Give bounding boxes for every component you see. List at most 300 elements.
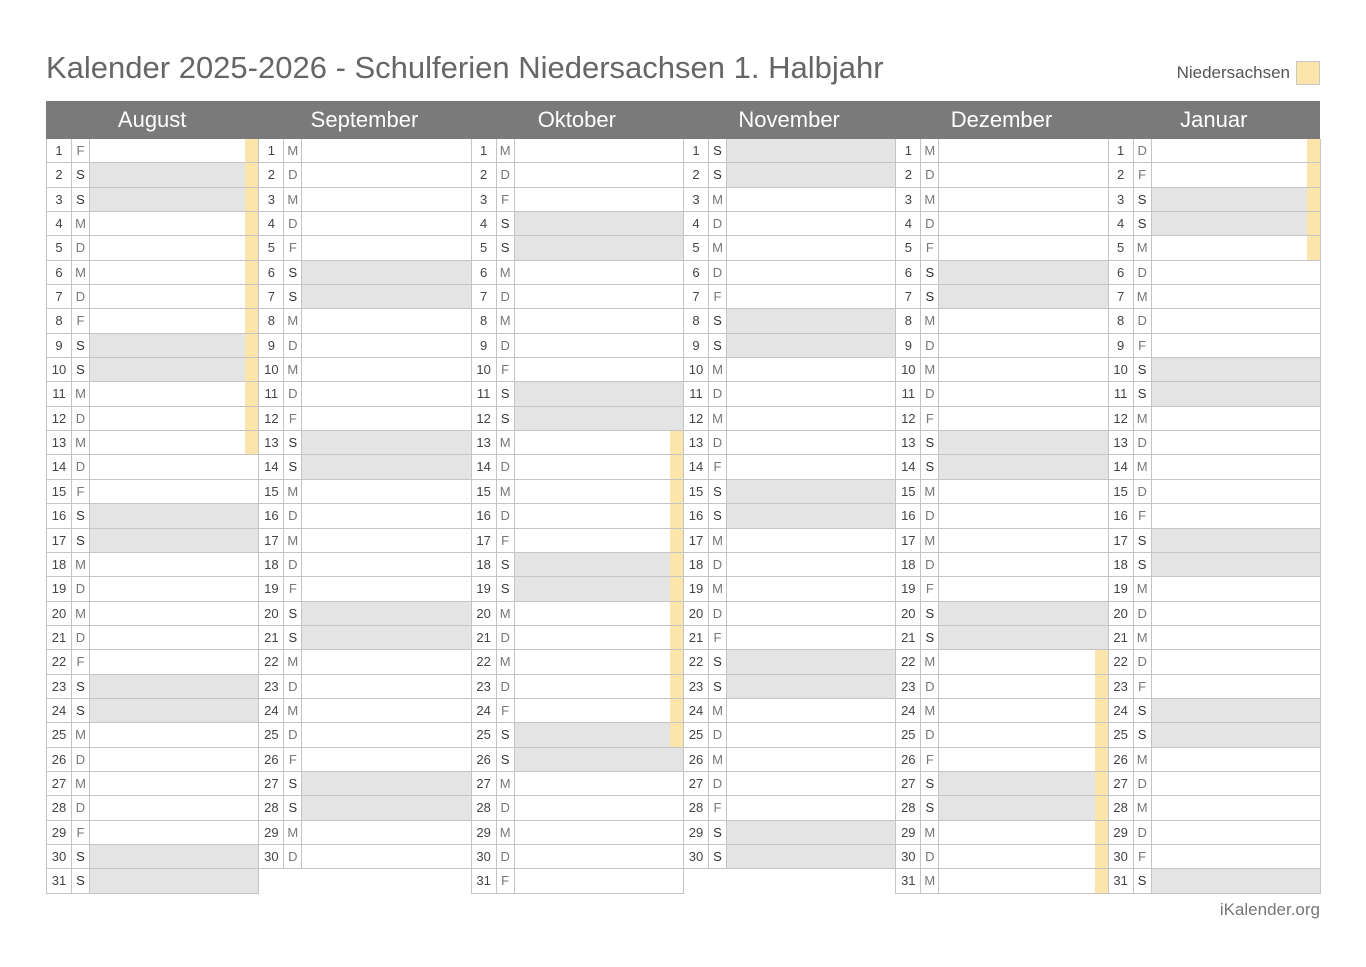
day-note-cell <box>90 261 258 284</box>
day-row <box>258 431 471 455</box>
weekday-letter: D <box>497 626 515 649</box>
day-row <box>895 407 1108 431</box>
day-note-cell <box>515 188 683 211</box>
day-note-cell <box>727 358 895 381</box>
day-row <box>471 845 684 869</box>
day-note-cell <box>939 675 1107 698</box>
day-number: 22 <box>259 650 284 673</box>
day-row <box>683 188 896 212</box>
weekday-letter: D <box>921 504 939 527</box>
weekday-letter: D <box>284 723 302 746</box>
day-note-cell <box>302 212 470 235</box>
day-row <box>471 480 684 504</box>
day-note-cell <box>302 553 470 576</box>
day-row <box>1108 407 1321 431</box>
weekday-letter: D <box>921 553 939 576</box>
holiday-marker <box>670 455 683 478</box>
day-note-cell <box>515 772 683 795</box>
day-row <box>46 723 259 747</box>
day-number: 3 <box>472 188 497 211</box>
weekday-letter: D <box>497 285 515 308</box>
weekday-letter: S <box>284 261 302 284</box>
weekday-letter: F <box>497 869 515 892</box>
day-number: 12 <box>47 407 72 430</box>
day-number: 26 <box>47 748 72 771</box>
weekday-letter: F <box>1134 334 1152 357</box>
weekday-letter: S <box>72 675 90 698</box>
day-number: 20 <box>684 602 709 625</box>
weekday-letter: M <box>72 261 90 284</box>
holiday-marker <box>245 236 258 259</box>
holiday-marker <box>670 675 683 698</box>
weekday-letter: M <box>709 407 727 430</box>
holiday-marker <box>670 699 683 722</box>
day-row <box>895 480 1108 504</box>
weekday-letter: S <box>921 602 939 625</box>
day-number: 11 <box>47 382 72 405</box>
month-header: Dezember <box>895 101 1107 139</box>
holiday-marker <box>670 650 683 673</box>
day-note-cell <box>939 188 1107 211</box>
day-note-cell <box>727 553 895 576</box>
day-number: 23 <box>47 675 72 698</box>
month-header: September <box>258 101 470 139</box>
day-note-cell <box>1152 261 1320 284</box>
weekday-letter: F <box>284 748 302 771</box>
weekday-letter: D <box>921 163 939 186</box>
weekday-letter: M <box>921 309 939 332</box>
holiday-marker <box>1095 723 1108 746</box>
day-note-cell <box>90 188 258 211</box>
day-number: 25 <box>1109 723 1134 746</box>
weekday-letter: S <box>709 845 727 868</box>
day-number: 7 <box>259 285 284 308</box>
day-row <box>46 675 259 699</box>
day-number: 22 <box>896 650 921 673</box>
day-number: 10 <box>47 358 72 381</box>
day-number: 23 <box>472 675 497 698</box>
weekday-letter: M <box>72 772 90 795</box>
weekday-letter: M <box>284 139 302 162</box>
weekday-letter: M <box>497 650 515 673</box>
day-number: 22 <box>472 650 497 673</box>
weekday-letter: F <box>284 407 302 430</box>
holiday-marker <box>1095 821 1108 844</box>
weekday-letter: D <box>72 407 90 430</box>
weekday-letter: S <box>497 407 515 430</box>
day-number: 15 <box>1109 480 1134 503</box>
day-row <box>1108 139 1321 163</box>
day-number: 23 <box>1109 675 1134 698</box>
day-number: 5 <box>1109 236 1134 259</box>
day-note-cell <box>90 772 258 795</box>
day-row <box>46 407 259 431</box>
weekday-letter: M <box>284 650 302 673</box>
weekday-letter: S <box>72 334 90 357</box>
day-row <box>895 212 1108 236</box>
day-note-cell <box>727 504 895 527</box>
day-row <box>258 455 471 479</box>
day-number: 21 <box>896 626 921 649</box>
weekday-letter: M <box>1134 407 1152 430</box>
weekday-letter: S <box>1134 529 1152 552</box>
weekday-letter: M <box>497 480 515 503</box>
day-row <box>258 358 471 382</box>
day-number: 22 <box>684 650 709 673</box>
day-row <box>1108 236 1321 260</box>
day-note-cell <box>90 869 258 892</box>
day-number: 12 <box>472 407 497 430</box>
day-row <box>1108 675 1321 699</box>
day-row <box>471 431 684 455</box>
day-note-cell <box>90 236 258 259</box>
weekday-letter: D <box>1134 261 1152 284</box>
day-row <box>471 723 684 747</box>
day-row <box>258 699 471 723</box>
day-row <box>1108 772 1321 796</box>
day-number: 13 <box>896 431 921 454</box>
day-number: 31 <box>47 869 72 892</box>
day-row <box>46 869 259 893</box>
weekday-letter: D <box>72 455 90 478</box>
day-number: 5 <box>259 236 284 259</box>
holiday-marker <box>670 480 683 503</box>
day-number: 31 <box>472 869 497 892</box>
holiday-marker <box>245 285 258 308</box>
weekday-letter: M <box>921 869 939 892</box>
holiday-marker <box>1307 163 1320 186</box>
day-note-cell <box>1152 212 1320 235</box>
day-number: 10 <box>472 358 497 381</box>
day-number: 23 <box>684 675 709 698</box>
weekday-letter: S <box>284 455 302 478</box>
day-note-cell <box>727 650 895 673</box>
day-row <box>895 553 1108 577</box>
weekday-letter: D <box>72 285 90 308</box>
day-number: 4 <box>259 212 284 235</box>
weekday-letter: M <box>1134 236 1152 259</box>
day-note-cell <box>302 163 470 186</box>
day-row <box>46 602 259 626</box>
weekday-letter: M <box>284 821 302 844</box>
day-row <box>895 455 1108 479</box>
weekday-letter: D <box>72 626 90 649</box>
day-number: 29 <box>47 821 72 844</box>
day-row <box>683 796 896 820</box>
day-row <box>258 650 471 674</box>
weekday-letter: M <box>709 236 727 259</box>
weekday-letter: F <box>72 309 90 332</box>
day-row <box>46 748 259 772</box>
day-note-cell <box>515 285 683 308</box>
weekday-letter: M <box>72 431 90 454</box>
day-row <box>895 382 1108 406</box>
day-note-cell <box>90 553 258 576</box>
day-number: 14 <box>896 455 921 478</box>
day-note-cell <box>727 163 895 186</box>
day-number: 17 <box>684 529 709 552</box>
day-note-cell <box>302 236 470 259</box>
day-number: 28 <box>896 796 921 819</box>
day-number: 23 <box>259 675 284 698</box>
weekday-letter: D <box>284 553 302 576</box>
day-number: 14 <box>1109 455 1134 478</box>
day-note-cell <box>727 626 895 649</box>
day-number: 26 <box>1109 748 1134 771</box>
weekday-letter: S <box>497 212 515 235</box>
day-number: 3 <box>684 188 709 211</box>
day-row <box>471 675 684 699</box>
day-row <box>258 261 471 285</box>
day-row <box>895 188 1108 212</box>
day-row <box>895 261 1108 285</box>
day-number: 1 <box>684 139 709 162</box>
day-row <box>46 139 259 163</box>
day-row <box>46 334 259 358</box>
weekday-letter: F <box>72 821 90 844</box>
weekday-letter: M <box>709 358 727 381</box>
day-row <box>46 504 259 528</box>
day-note-cell <box>302 821 470 844</box>
day-note-cell <box>515 626 683 649</box>
day-number: 12 <box>259 407 284 430</box>
day-row <box>683 845 896 869</box>
day-row <box>471 529 684 553</box>
weekday-letter: S <box>497 236 515 259</box>
day-row <box>258 577 471 601</box>
holiday-marker <box>670 553 683 576</box>
weekday-letter: D <box>284 163 302 186</box>
weekday-letter: S <box>1134 869 1152 892</box>
day-number: 29 <box>1109 821 1134 844</box>
day-number: 19 <box>684 577 709 600</box>
weekday-letter: S <box>709 309 727 332</box>
weekday-letter: S <box>284 796 302 819</box>
day-note-cell <box>727 455 895 478</box>
day-number: 9 <box>472 334 497 357</box>
day-note-cell <box>939 334 1107 357</box>
holiday-marker <box>1095 699 1108 722</box>
holiday-marker <box>1307 212 1320 235</box>
day-note-cell <box>90 796 258 819</box>
day-number: 9 <box>684 334 709 357</box>
day-number: 8 <box>1109 309 1134 332</box>
weekday-letter: S <box>921 772 939 795</box>
weekday-letter: D <box>497 504 515 527</box>
month-august <box>46 101 258 894</box>
day-note-cell <box>302 139 470 162</box>
weekday-letter: S <box>1134 553 1152 576</box>
month-header: Januar <box>1108 101 1320 139</box>
day-number: 6 <box>47 261 72 284</box>
legend <box>1177 60 1320 86</box>
day-note-cell <box>939 699 1107 722</box>
day-number: 28 <box>472 796 497 819</box>
day-note-cell <box>90 358 258 381</box>
weekday-letter: M <box>1134 285 1152 308</box>
weekday-letter: S <box>709 650 727 673</box>
legend-label: Niedersachsen <box>1176 63 1290 82</box>
day-note-cell <box>515 845 683 868</box>
day-number: 4 <box>896 212 921 235</box>
day-number: 27 <box>896 772 921 795</box>
day-note-cell <box>515 382 683 405</box>
weekday-letter: M <box>921 358 939 381</box>
day-number: 20 <box>472 602 497 625</box>
day-note-cell <box>90 626 258 649</box>
day-note-cell <box>515 455 683 478</box>
day-row <box>683 602 896 626</box>
day-note-cell <box>515 577 683 600</box>
day-number: 21 <box>47 626 72 649</box>
day-row <box>1108 845 1321 869</box>
day-note-cell <box>302 650 470 673</box>
weekday-letter: D <box>1134 139 1152 162</box>
day-number: 2 <box>472 163 497 186</box>
weekday-letter: F <box>72 139 90 162</box>
weekday-letter: S <box>709 334 727 357</box>
day-note-cell <box>1152 236 1320 259</box>
day-note-cell <box>727 699 895 722</box>
day-row <box>895 163 1108 187</box>
day-number: 14 <box>47 455 72 478</box>
day-number: 29 <box>896 821 921 844</box>
weekday-letter: S <box>709 675 727 698</box>
weekday-letter: D <box>497 334 515 357</box>
weekday-letter: F <box>497 188 515 211</box>
day-note-cell <box>1152 285 1320 308</box>
day-note-cell <box>302 529 470 552</box>
weekday-letter: D <box>284 504 302 527</box>
day-row <box>683 480 896 504</box>
day-note-cell <box>90 431 258 454</box>
day-note-cell <box>515 504 683 527</box>
day-number: 27 <box>47 772 72 795</box>
day-note-cell <box>727 309 895 332</box>
month-januar <box>1108 101 1320 894</box>
day-row <box>258 529 471 553</box>
day-number: 26 <box>684 748 709 771</box>
day-number: 9 <box>259 334 284 357</box>
calendar-grid <box>46 101 1320 894</box>
weekday-letter: D <box>709 553 727 576</box>
weekday-letter: M <box>1134 626 1152 649</box>
weekday-letter: F <box>284 236 302 259</box>
day-number: 6 <box>684 261 709 284</box>
day-note-cell <box>939 845 1107 868</box>
weekday-letter: F <box>72 480 90 503</box>
day-row <box>895 529 1108 553</box>
day-row <box>46 309 259 333</box>
day-row <box>683 358 896 382</box>
day-row <box>471 309 684 333</box>
day-number: 24 <box>1109 699 1134 722</box>
day-number: 14 <box>259 455 284 478</box>
day-note-cell <box>1152 699 1320 722</box>
day-note-cell <box>939 577 1107 600</box>
weekday-letter: D <box>709 382 727 405</box>
weekday-letter: M <box>72 553 90 576</box>
weekday-letter: F <box>284 577 302 600</box>
day-note-cell <box>939 529 1107 552</box>
weekday-letter: S <box>72 358 90 381</box>
day-row <box>683 407 896 431</box>
weekday-letter: S <box>921 431 939 454</box>
day-row <box>46 188 259 212</box>
month-header: November <box>683 101 895 139</box>
day-row <box>46 358 259 382</box>
day-note-cell <box>515 334 683 357</box>
weekday-letter: D <box>709 261 727 284</box>
day-note-cell <box>1152 869 1320 892</box>
day-row <box>895 626 1108 650</box>
day-row <box>1108 358 1321 382</box>
day-number: 8 <box>684 309 709 332</box>
weekday-letter: S <box>284 772 302 795</box>
holiday-marker <box>1307 236 1320 259</box>
weekday-letter: S <box>709 504 727 527</box>
day-note-cell <box>1152 723 1320 746</box>
day-number: 24 <box>472 699 497 722</box>
day-row <box>258 480 471 504</box>
weekday-letter: F <box>709 796 727 819</box>
day-note-cell <box>1152 163 1320 186</box>
month-header: August <box>46 101 258 139</box>
month-header: Oktober <box>471 101 683 139</box>
day-row <box>471 602 684 626</box>
day-note-cell <box>90 407 258 430</box>
day-note-cell <box>727 236 895 259</box>
holiday-marker <box>1095 772 1108 795</box>
day-row <box>46 480 259 504</box>
day-number: 10 <box>259 358 284 381</box>
day-row <box>46 772 259 796</box>
day-note-cell <box>90 455 258 478</box>
weekday-letter: M <box>497 431 515 454</box>
day-note-cell <box>515 163 683 186</box>
footer-credit: iKalender.org <box>1219 900 1320 919</box>
day-number: 13 <box>684 431 709 454</box>
day-number: 19 <box>1109 577 1134 600</box>
day-note-cell <box>90 309 258 332</box>
day-number: 9 <box>1109 334 1134 357</box>
day-note-cell <box>939 723 1107 746</box>
weekday-letter: F <box>921 407 939 430</box>
day-note-cell <box>515 821 683 844</box>
day-number: 10 <box>1109 358 1134 381</box>
page-title: Kalender 2025-2026 - Schulferien Niedersachsen 1. Halbjahr <box>46 50 884 85</box>
day-row <box>1108 626 1321 650</box>
holiday-marker <box>1095 675 1108 698</box>
day-note-cell <box>1152 480 1320 503</box>
day-number: 4 <box>1109 212 1134 235</box>
day-row <box>895 796 1108 820</box>
day-row <box>683 821 896 845</box>
weekday-letter: M <box>709 699 727 722</box>
weekday-letter: D <box>497 163 515 186</box>
day-row <box>895 504 1108 528</box>
day-note-cell <box>727 845 895 868</box>
day-number: 1 <box>259 139 284 162</box>
weekday-letter: S <box>72 504 90 527</box>
month-dezember <box>895 101 1107 894</box>
day-note-cell <box>302 261 470 284</box>
day-note-cell <box>939 869 1107 892</box>
day-number: 2 <box>259 163 284 186</box>
day-row <box>1108 431 1321 455</box>
day-number: 16 <box>1109 504 1134 527</box>
day-row <box>895 577 1108 601</box>
